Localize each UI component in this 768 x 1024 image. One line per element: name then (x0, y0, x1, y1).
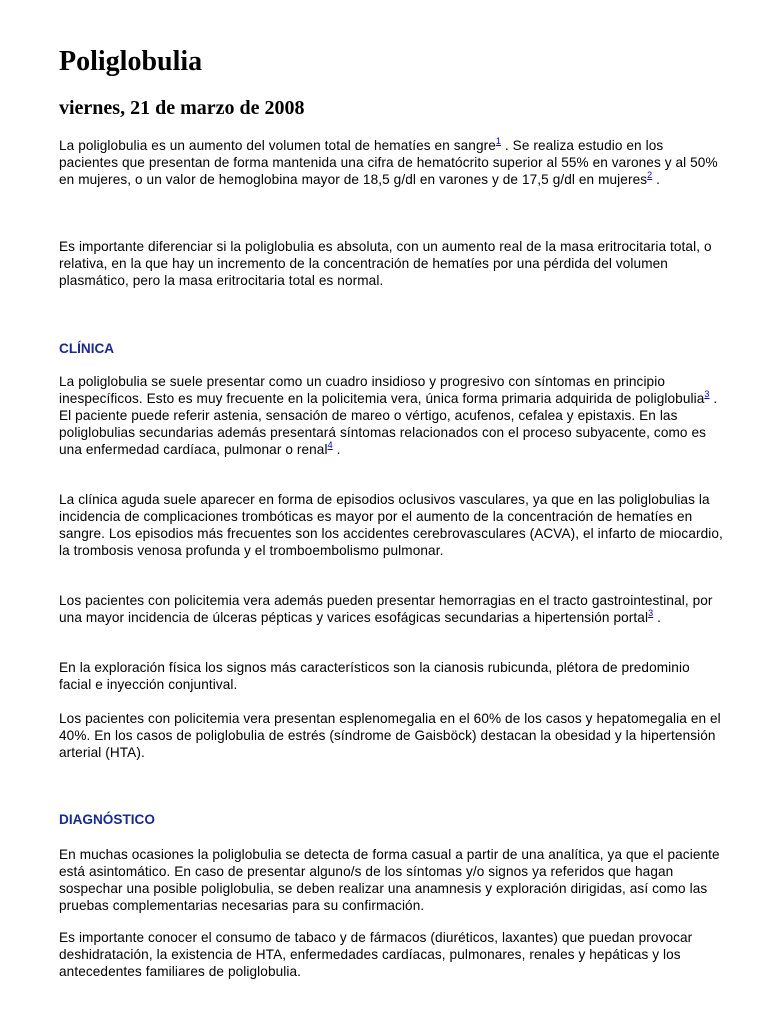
clinica-p1-text-a: La poliglobulia se suele presentar como un cuadro insidioso y progresivo con síntomas en principio inespecíficos. Esto es muy frecuente en la policitemia vera, única forma primaria adquirida de poliglobulia (59, 374, 705, 406)
clinica-p3-text-b: . (653, 610, 661, 625)
intro-p1-text-a: La poliglobulia es un aumento del volumen total de hematíes en sangre (59, 138, 496, 153)
clinica-paragraph-5: Los pacientes con policitemia vera presentan esplenomegalia en el 60% de los casos y hepatomegalia en el 40%. En los casos de poliglobulia de estrés (síndrome de Gaisböck) destacan la obesidad y la hipertensión arterial (HTA). (59, 711, 721, 760)
intro-p1-text-b: . Se realiza estudio en los pacientes que presentan de forma mantenida una cifra de hematócrito superior al 55% en varones y al 50% en mujeres, o un valor de hemoglobina mayor de 18,5 g/dl en varones y de 17,5 g/dl en mujeres (59, 138, 718, 187)
clinica-paragraph-2: La clínica aguda suele aparecer en forma de episodios oclusivos vasculares, ya que en las poliglobulias la incidencia de complicaciones trombóticas es mayor por el aumento de la concentración de hematíes en sangre. Los episodios más frecuentes son los accidentes cerebrovasculares (ACVA), el infarto de miocardio, la trombosis venosa profunda y el tromboembolismo pulmonar. (59, 492, 723, 558)
intro-paragraph-1 (59, 137, 723, 188)
footnote-link-3[interactable]: 3 (704, 389, 710, 399)
clinica-p1-text-b: . El paciente puede referir astenia, sensación de mareo o vértigo, acufenos, cefalea y epistaxis. En las poliglobulias secundarias además presentará síntomas relacionados con el proceso subyacente, como es una enfermedad cardíaca, pulmonar o renal (59, 391, 718, 457)
clinica-p1-text-c: . (332, 442, 341, 457)
footnote-link-3b[interactable]: 3 (648, 608, 654, 618)
section-heading-clinica: CLÍNICA (59, 341, 115, 356)
clinica-p3-text-a: Los pacientes con policitemia vera además pueden presentar hemorragias en el tracto gastrointestinal, por una mayor incidencia de úlceras pépticas y varices esofágicas secundarias a hipertensión portal (59, 593, 713, 625)
footnote-link-1[interactable]: 1 (495, 136, 502, 146)
intro-p1-text-c: . (652, 172, 661, 187)
diagnostico-paragraph-1: En muchas ocasiones la poliglobulia se detecta de forma casual a partir de una analítica, ya que el paciente está asintomático. En caso de presentar alguno/s de los síntomas y/o signos ya referidos que hagan sospechar una posible poliglobulia, se deben realizar una anamnesis y exploración dirigidas, así como las pruebas complementarias necesarias para su confirmación. (59, 847, 720, 913)
diagnostico-paragraph-2: Es importante conocer el consumo de tabaco y de fármacos (diuréticos, laxantes) que puedan provocar deshidratación, la existencia de HTA, enfermedades cardíacas, pulmonares, renales y hepáticas y los antecedentes familiares de poliglobulia. (59, 930, 693, 979)
page-title: Poliglobulia (59, 46, 203, 77)
clinica-paragraph-4: En la exploración física los signos más característicos son la cianosis rubicunda, plétora de predominio facial e inyección conjuntival. (59, 660, 690, 692)
footnote-link-2[interactable]: 2 (647, 170, 653, 180)
clinica-paragraph-1 (59, 373, 723, 458)
clinica-paragraph-3 (59, 592, 723, 626)
section-heading-diagnostico: DIAGNÓSTICO (59, 812, 155, 827)
intro-paragraph-2: Es importante diferenciar si la poliglobulia es absoluta, con un aumento real de la masa eritrocitaria total, o relativa, en la que hay un incremento de la concentración de hematíes por una pérdida del volumen plasmático, pero la masa eritrocitaria total es normal. (59, 239, 712, 288)
footnote-link-4[interactable]: 4 (327, 440, 333, 450)
post-date: viernes, 21 de marzo de 2008 (59, 97, 305, 119)
